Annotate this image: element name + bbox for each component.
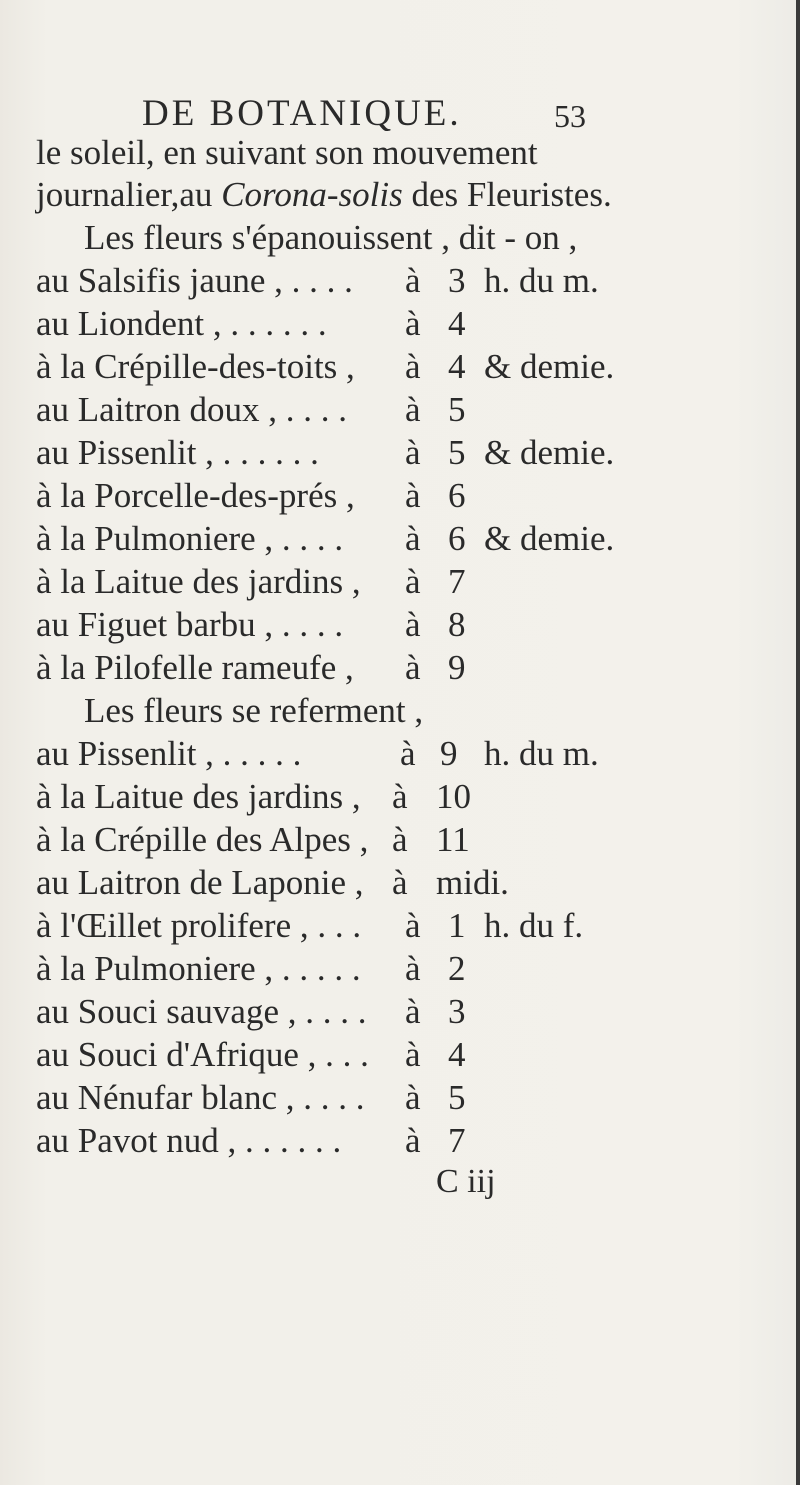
hour-prep: à xyxy=(405,992,421,1031)
hour-prep: à xyxy=(400,734,416,773)
hour-value: 5 xyxy=(448,1078,466,1117)
hour-value: 8 xyxy=(448,605,466,644)
list-item xyxy=(0,862,800,904)
list-item xyxy=(0,819,800,861)
plant-name: à la Crépille des Alpes , xyxy=(36,820,369,859)
list-item xyxy=(0,1120,800,1162)
list-item xyxy=(0,991,800,1033)
intro-line-2-suffix: des Fleuristes. xyxy=(402,175,612,214)
hour-prep: à xyxy=(405,1035,421,1074)
intro-line-2-italic: Corona-solis xyxy=(221,175,403,214)
closing-heading: Les fleurs se referment , xyxy=(84,691,424,730)
hour-prep: à xyxy=(405,648,421,687)
plant-name: au Pissenlit , . . . . . . xyxy=(36,433,319,472)
list-item xyxy=(0,260,800,302)
list-item xyxy=(0,647,800,689)
intro-line-2 xyxy=(36,174,612,216)
hour-prep: à xyxy=(392,777,408,816)
hour-extra: h. du m. xyxy=(484,734,599,773)
hour-value: 5 xyxy=(448,390,466,429)
hour-value: 11 xyxy=(436,820,470,859)
hour-value: 6 xyxy=(448,519,466,558)
plant-name: au Liondent , . . . . . . xyxy=(36,304,327,343)
hour-value: 4 xyxy=(448,347,466,386)
plant-name: au Figuet barbu , . . . . xyxy=(36,605,344,644)
plant-name: au Laitron de Laponie , xyxy=(36,863,364,902)
list-item xyxy=(0,561,800,603)
hour-extra: & demie. xyxy=(484,347,615,386)
list-item xyxy=(0,1034,800,1076)
hour-prep: à xyxy=(405,347,421,386)
hour-prep: à xyxy=(405,1078,421,1117)
plant-name: au Souci sauvage , . . . . xyxy=(36,992,367,1031)
hour-value: 6 xyxy=(448,476,466,515)
list-item xyxy=(0,733,800,775)
list-item xyxy=(0,346,800,388)
list-item xyxy=(0,475,800,517)
plant-name: au Salsifis jaune , . . . . xyxy=(36,261,353,300)
list-item xyxy=(0,776,800,818)
plant-name: à la Pulmoniere , . . . . xyxy=(36,519,344,558)
hour-prep: à xyxy=(405,476,421,515)
hour-prep: à xyxy=(405,906,421,945)
hour-value: 3 xyxy=(448,992,466,1031)
plant-name: à la Crépille-des-toits , xyxy=(36,347,355,386)
list-item xyxy=(0,905,800,947)
hour-value: 2 xyxy=(448,949,466,988)
hour-extra: & demie. xyxy=(484,433,615,472)
plant-name: à l'Œillet prolifere , . . . xyxy=(36,906,362,945)
hour-extra: h. du f. xyxy=(484,906,584,945)
list-item xyxy=(0,518,800,560)
hour-value: 10 xyxy=(436,777,471,816)
hour-value: 4 xyxy=(448,1035,466,1074)
hour-value: 4 xyxy=(448,304,466,343)
hour-value: 7 xyxy=(448,562,466,601)
running-header xyxy=(142,92,586,135)
hour-prep: à xyxy=(392,863,408,902)
signature-mark: C iij xyxy=(436,1163,496,1200)
opening-heading: Les fleurs s'épanouissent , dit - on , xyxy=(84,218,578,257)
plant-name: au Nénufar blanc , . . . . xyxy=(36,1078,365,1117)
plant-name: au Laitron doux , . . . . xyxy=(36,390,348,429)
plant-name: à la Porcelle-des-prés , xyxy=(36,476,355,515)
hour-prep: à xyxy=(405,562,421,601)
hour-prep: à xyxy=(405,433,421,472)
plant-name: à la Laitue des jardins , xyxy=(36,562,361,601)
hour-prep: à xyxy=(405,304,421,343)
hour-extra: h. du m. xyxy=(484,261,599,300)
list-item xyxy=(0,303,800,345)
hour-value: 1 xyxy=(448,906,466,945)
intro-line-1: le soleil, en suivant son mouvement xyxy=(36,133,538,172)
hour-extra: & demie. xyxy=(484,519,615,558)
list-item xyxy=(0,1077,800,1119)
hour-value: 5 xyxy=(448,433,466,472)
list-item xyxy=(0,389,800,431)
hour-value: 7 xyxy=(448,1121,466,1160)
hour-value: 9 xyxy=(448,648,466,687)
hour-prep: à xyxy=(405,390,421,429)
plant-name: à la Laitue des jardins , xyxy=(36,777,361,816)
intro-line-2-prefix: journalier,au xyxy=(36,175,222,214)
plant-name: au Pissenlit , . . . . . xyxy=(36,734,302,773)
hour-prep: à xyxy=(405,949,421,988)
list-item xyxy=(0,948,800,990)
page-number: 53 xyxy=(554,98,586,134)
hour-prep: à xyxy=(405,519,421,558)
hour-value: 9 xyxy=(440,734,458,773)
hour-prep: à xyxy=(392,820,408,859)
hour-value: midi. xyxy=(436,863,509,902)
hour-prep: à xyxy=(405,605,421,644)
hour-prep: à xyxy=(405,261,421,300)
hour-value: 3 xyxy=(448,261,466,300)
header-title: DE BOTANIQUE. xyxy=(142,93,462,134)
plant-name: à la Pulmoniere , . . . . . xyxy=(36,949,361,988)
plant-name: à la Pilofelle rameufe , xyxy=(36,648,354,687)
plant-name: au Pavot nud , . . . . . . xyxy=(36,1121,342,1160)
list-item xyxy=(0,432,800,474)
hour-prep: à xyxy=(405,1121,421,1160)
list-item xyxy=(0,604,800,646)
plant-name: au Souci d'Afrique , . . . xyxy=(36,1035,369,1074)
